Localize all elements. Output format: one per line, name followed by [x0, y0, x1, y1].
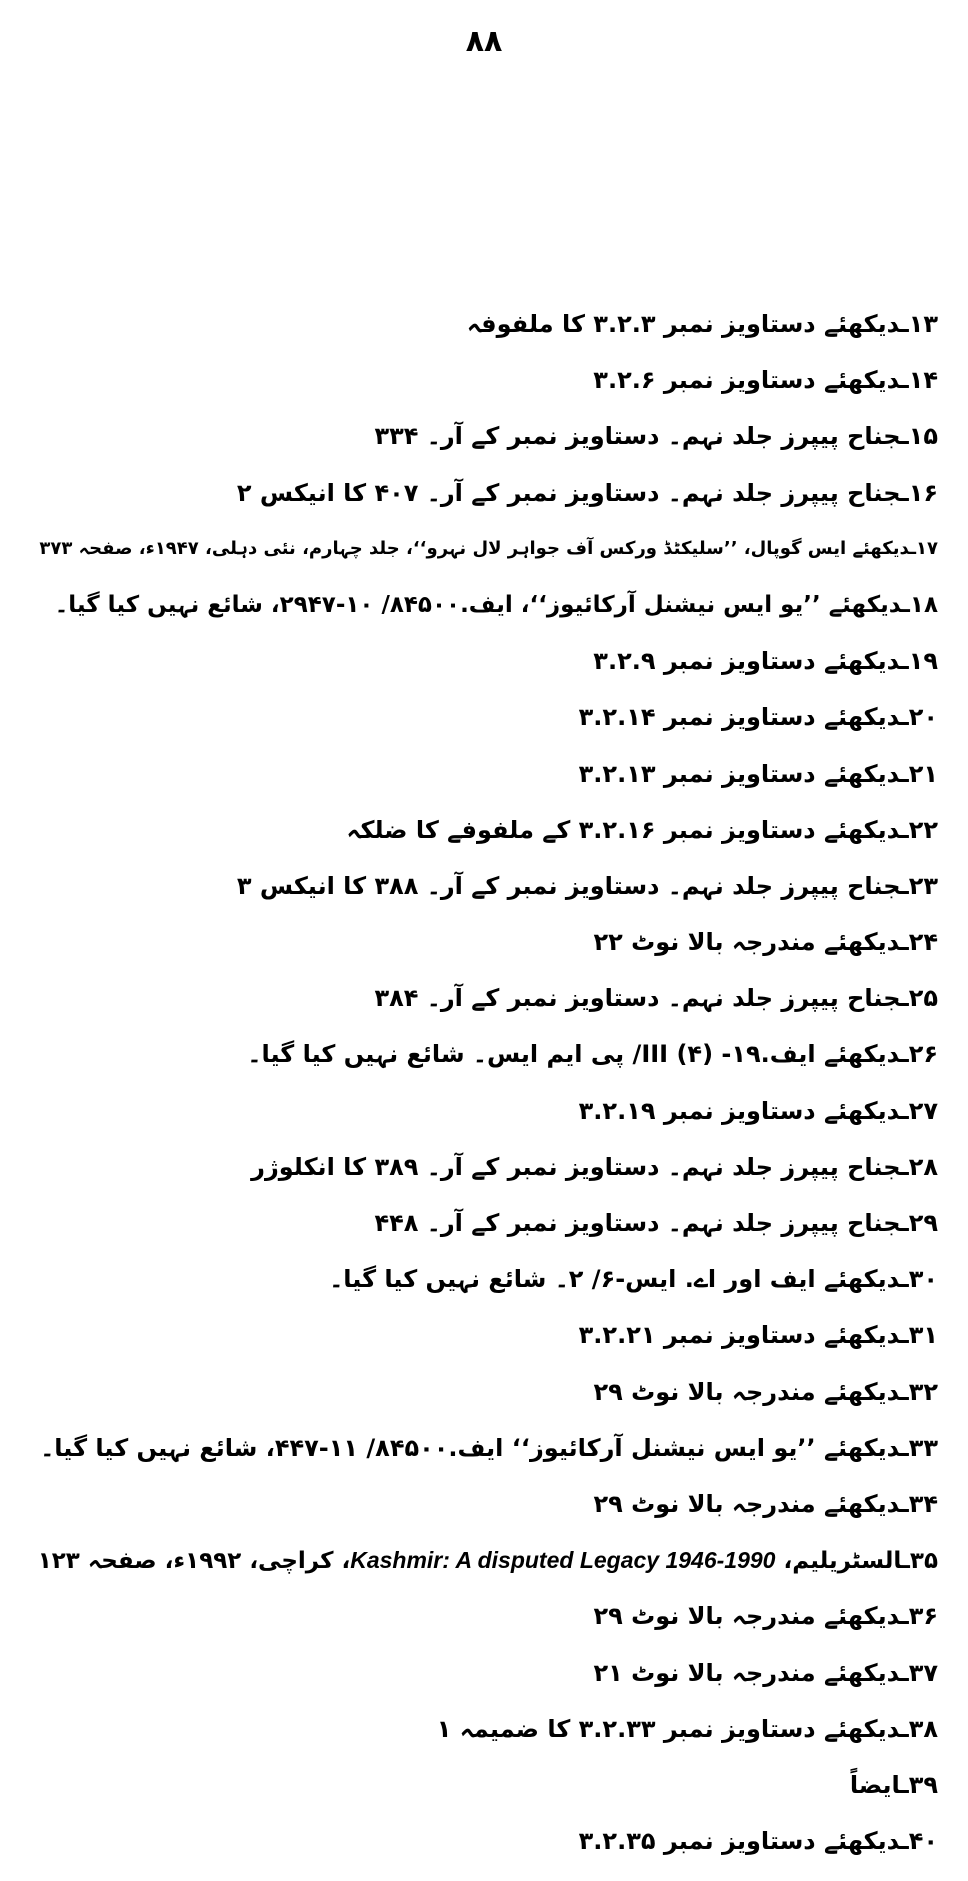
footnote-english-title: Kashmir: A disputed Legacy 1946-1990 — [350, 1547, 776, 1574]
footnote-text: جناح پیپرز جلد نہم۔ دستاویز نمبر کے آر۔ ۴۰۷ کا انیکس ۲ — [236, 478, 901, 507]
footnote-text: دیکھئے دستاویز نمبر ۳.۲.۱۴ — [578, 703, 901, 732]
footnote-number: ۲۲ـ — [900, 815, 938, 844]
footnote-text: جناح پیپرز جلد نہم۔ دستاویز نمبر کے آر۔ ۳۸۸ کا انیکس ۳ — [236, 871, 901, 900]
footnote-text: دیکھئے مندرجہ بالا نوٹ ۲۹ — [593, 1377, 901, 1406]
footnote-text: دیکھئے ایس گوپال، ’’سلیکٹڈ ورکس آف جواہر لال نہرو‘‘، جلد چہارم، نئی دہلی، ۱۹۴۷ء، صفحہ ۳۷۳ — [39, 537, 910, 559]
footnote-text: دیکھئے دستاویز نمبر ۳.۲.۱۳ — [578, 759, 901, 788]
footnote-item — [38, 1701, 938, 1757]
footnote-item — [38, 746, 938, 802]
footnote-text: دیکھئے دستاویز نمبر ۳.۲.۱۹ — [578, 1096, 901, 1125]
footnote-item — [38, 1364, 938, 1420]
footnote-number: ۳۰ـ — [900, 1265, 938, 1294]
footnote-number: ۳۸ـ — [900, 1714, 938, 1743]
footnote-number: ۲۸ـ — [900, 1152, 938, 1181]
footnote-item — [38, 1083, 938, 1139]
footnote-item — [38, 914, 938, 970]
footnote-number: ۱۴ـ — [900, 366, 938, 395]
footnote-text: جناح پیپرز جلد نہم۔ دستاویز نمبر کے آر۔ ۳۸۹ کا انکلوژر — [251, 1152, 901, 1181]
footnote-number: ۳۳ـ — [900, 1433, 938, 1462]
footnote-text: ایضاً — [849, 1770, 901, 1799]
footnote-number: ۴۰ـ — [900, 1827, 938, 1856]
footnote-number: ۳۱ـ — [900, 1321, 938, 1350]
footnote-item — [38, 465, 938, 521]
footnote-item — [38, 521, 938, 577]
footnote-text: دیکھئے مندرجہ بالا نوٹ ۲۹ — [593, 1489, 901, 1518]
footnote-text: جناح پیپرز جلد نہم۔ دستاویز نمبر کے آر۔ ۴۴۸ — [374, 1209, 901, 1237]
footnote-number: ۲۱ـ — [900, 759, 938, 788]
footnote-item — [38, 1139, 938, 1195]
footnote-text: دیکھئے مندرجہ بالا نوٹ ۲۹ — [593, 1602, 901, 1631]
footnote-item — [38, 408, 938, 464]
footnote-item — [38, 1532, 938, 1588]
footnote-text: السٹریلیم، — [775, 1548, 903, 1575]
footnote-number: ۲۳ـ — [900, 871, 938, 900]
footnote-text: دیکھئے دستاویز نمبر ۳.۲.۶ — [593, 366, 901, 395]
footnote-number: ۲۷ـ — [900, 1096, 938, 1125]
footnote-number: ۳۶ـ — [900, 1602, 938, 1631]
footnote-number: ۱۸ـ — [902, 591, 938, 618]
footnote-item — [38, 1307, 938, 1363]
footnote-text: دیکھئے مندرجہ بالا نوٹ ۲۲ — [593, 928, 901, 957]
footnote-item — [38, 296, 938, 352]
footnote-number: ۱۶ـ — [900, 478, 938, 507]
footnote-item — [38, 970, 938, 1026]
footnote-text: جناح پیپرز جلد نہم۔ دستاویز نمبر کے آر۔ ۳۸۴ — [374, 984, 901, 1013]
footnote-number: ۲۴ـ — [900, 928, 938, 957]
footnote-list — [38, 296, 938, 1869]
footnote-number: ۱۳ـ — [900, 310, 938, 338]
footnote-item — [38, 858, 938, 914]
footnote-number: ۳۲ـ — [900, 1377, 938, 1406]
footnote-item — [38, 1645, 938, 1701]
footnote-text: دیکھئے ’’یو ایس نیشنل آرکائیوز‘‘ ایف.۸۴۵۰۰/ ۱۱-۴۴۷، شائع نہیں کیا گیا۔ — [40, 1433, 901, 1462]
footnote-number: ۲۹ـ — [900, 1209, 938, 1237]
footnote-item — [38, 689, 938, 745]
footnote-number: ۲۶ـ — [900, 1040, 938, 1069]
footnote-number: ۳۷ـ — [900, 1658, 938, 1687]
footnote-text: دیکھئے ایف.۱۹- III (۴)/ پی ایم ایس۔ شائع نہیں کیا گیا۔ — [247, 1040, 901, 1069]
footnote-text: دیکھئے دستاویز نمبر ۳.۲.۳ کا ملفوفہ — [466, 310, 901, 338]
footnote-item — [38, 1588, 938, 1644]
footnote-number: ۳۵ـ — [902, 1548, 938, 1575]
footnote-text: دیکھئے دستاویز نمبر ۳.۲.۳۳ کا ضمیمہ ۱ — [436, 1714, 901, 1743]
footnote-item — [38, 352, 938, 408]
footnote-item — [38, 633, 938, 689]
footnote-item — [38, 1757, 938, 1813]
footnote-item — [38, 1813, 938, 1869]
footnote-text: دیکھئے مندرجہ بالا نوٹ ۲۱ — [593, 1658, 901, 1687]
footnote-text: جناح پیپرز جلد نہم۔ دستاویز نمبر کے آر۔ ۳۳۴ — [374, 422, 901, 451]
footnote-item — [38, 802, 938, 858]
footnote-number: ۳۴ـ — [900, 1489, 938, 1518]
footnote-number: ۱۵ـ — [900, 422, 938, 451]
footnote-number: ۲۰ـ — [900, 703, 938, 732]
page-number: ٨٨ — [465, 24, 503, 59]
footnote-text: دیکھئے دستاویز نمبر ۳.۲.۹ — [593, 647, 901, 676]
footnote-text: دیکھئے ایف اور اے. ایس-۶/ ۲۔ شائع نہیں کیا گیا۔ — [329, 1265, 901, 1294]
footnote-number: ۳۹ـ — [900, 1770, 938, 1799]
footnote-text: دیکھئے دستاویز نمبر ۳.۲.۲۱ — [578, 1321, 901, 1350]
footnote-number: ۲۵ـ — [900, 984, 938, 1013]
footnote-text: دیکھئے دستاویز نمبر ۳.۲.۱۶ کے ملفوفے کا ضلکہ — [346, 815, 901, 844]
footnote-number: ۱۷ـ — [909, 537, 938, 559]
footnote-text: دیکھئے دستاویز نمبر ۳.۲.۳۵ — [578, 1827, 901, 1856]
footnote-text-continued: ، کراچی، ۱۹۹۲ء، صفحہ ۱۲۳ — [37, 1548, 351, 1575]
footnote-item — [38, 1251, 938, 1307]
footnote-item — [38, 1026, 938, 1082]
footnote-item — [38, 577, 938, 633]
footnote-item — [38, 1476, 938, 1532]
footnote-text: دیکھئے ’’یو ایس نیشنل آرکائیوز‘‘، ایف.۸۴۵۰۰/ ۱۰-۲۹۴۷، شائع نہیں کیا گیا۔ — [54, 591, 903, 618]
footnote-item — [38, 1420, 938, 1476]
footnote-item — [38, 1195, 938, 1251]
footnote-number: ۱۹ـ — [900, 647, 938, 676]
